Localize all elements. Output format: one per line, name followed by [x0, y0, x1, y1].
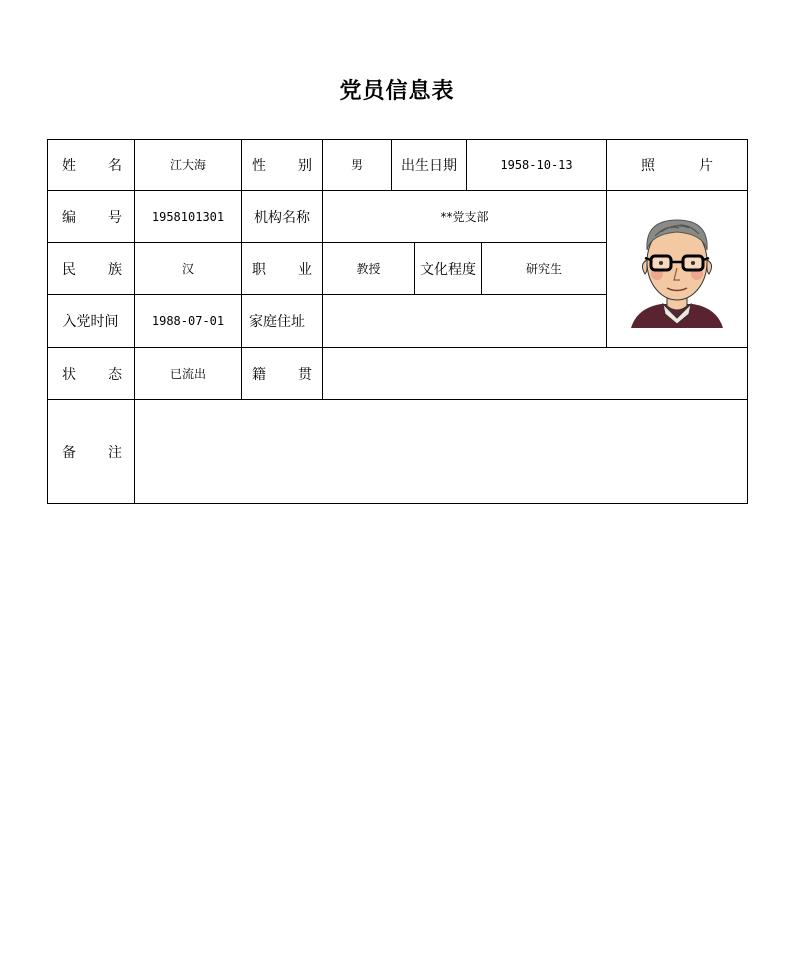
label-gender-char-2: 别	[298, 157, 312, 174]
photo-ear-right	[707, 260, 712, 274]
label-remarks	[47, 400, 135, 504]
label-status	[47, 348, 135, 400]
label-number-char-2: 号	[108, 209, 122, 226]
label-status-char-1: 状	[62, 366, 76, 383]
label-photo-char-1: 照	[641, 157, 655, 174]
photo-cell	[607, 191, 748, 348]
label-name-char-1: 姓	[62, 157, 76, 174]
label-native-place-char-2: 贯	[298, 366, 312, 383]
label-ethnicity	[47, 243, 135, 295]
label-number-char-1: 编	[62, 209, 76, 226]
label-remarks-char-1: 备	[62, 444, 76, 461]
label-join-date: 入党时间	[47, 295, 135, 348]
photo-eye-left	[659, 261, 663, 265]
page-title: 党员信息表	[339, 79, 455, 104]
photo-ear-left	[642, 260, 647, 274]
label-name-char-2: 名	[108, 157, 122, 174]
photo-eye-right	[691, 261, 695, 265]
label-name	[47, 139, 135, 191]
value-education[interactable]: 研究生	[482, 243, 607, 295]
label-gender	[242, 139, 323, 191]
label-education: 文化程度	[415, 243, 482, 295]
member-photo	[627, 210, 727, 328]
value-join-date[interactable]: 1988-07-01	[135, 295, 242, 348]
label-native-place-char-1: 籍	[252, 366, 266, 383]
party-member-form	[47, 139, 748, 504]
label-status-char-2: 态	[108, 366, 122, 383]
label-number	[47, 191, 135, 243]
value-ethnicity[interactable]: 汉	[135, 243, 242, 295]
value-remarks[interactable]	[135, 400, 748, 504]
label-remarks-char-2: 注	[108, 444, 122, 461]
label-address: 家庭住址	[242, 295, 323, 348]
value-name[interactable]: 江大海	[135, 139, 242, 191]
label-occupation-char-1: 职	[252, 261, 266, 278]
value-address[interactable]	[323, 295, 607, 348]
label-ethnicity-char-1: 民	[62, 261, 76, 278]
value-occupation[interactable]: 教授	[323, 243, 415, 295]
label-occupation	[242, 243, 323, 295]
label-photo-char-2: 片	[699, 157, 713, 174]
value-birth-date[interactable]: 1958-10-13	[467, 139, 607, 191]
label-native-place	[242, 348, 323, 400]
label-birth-date: 出生日期	[392, 139, 467, 191]
value-gender[interactable]: 男	[323, 139, 392, 191]
value-status[interactable]: 已流出	[135, 348, 242, 400]
label-occupation-char-2: 业	[298, 261, 312, 278]
value-number[interactable]: 1958101301	[135, 191, 242, 243]
label-org-name: 机构名称	[242, 191, 323, 243]
label-photo	[607, 139, 748, 191]
label-ethnicity-char-2: 族	[108, 261, 122, 278]
label-gender-char-1: 性	[252, 157, 266, 174]
value-org-name[interactable]: **党支部	[323, 191, 607, 243]
value-native-place[interactable]	[323, 348, 748, 400]
